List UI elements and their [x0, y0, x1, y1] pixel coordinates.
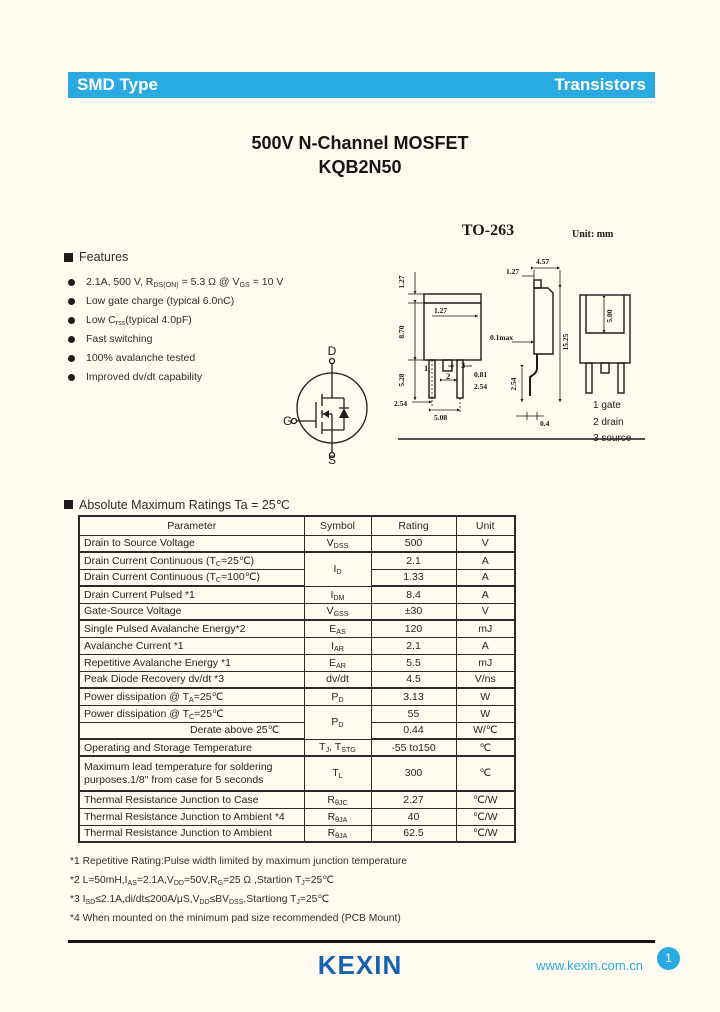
cell-parameter: Single Pulsed Avalanche Energy*2 — [79, 620, 304, 637]
cell-symbol: $I_{DM}$ — [304, 586, 371, 603]
table-row — [79, 620, 515, 637]
table-row — [79, 688, 515, 705]
cell-unit: W — [456, 705, 515, 722]
cell-unit: A — [456, 569, 515, 586]
cell-unit: V — [456, 603, 515, 620]
bullet-icon — [68, 317, 75, 324]
col-parameter: Parameter — [79, 516, 304, 535]
cell-symbol: $V_{GSS}$ — [304, 603, 371, 620]
header-right-label: Transistors — [554, 75, 646, 94]
dim-side-t2: 4.57 — [536, 257, 550, 266]
cell-rating: 300 — [371, 756, 456, 791]
front-view — [424, 294, 481, 398]
dim-side-t1: 1.27 — [506, 267, 520, 276]
cell-rating: 0.44 — [371, 722, 456, 739]
cell-parameter: Avalanche Current *1 — [79, 637, 304, 654]
table-row — [79, 586, 515, 603]
header-left-label: SMD Type — [77, 75, 158, 94]
table-row — [79, 722, 515, 739]
bullet-icon — [68, 374, 75, 381]
gate-label: G — [283, 414, 293, 428]
cell-unit: ℃ — [456, 756, 515, 791]
cell-unit: ℃/W — [456, 825, 515, 842]
feature-text: Low $C_{rss}(typical$ 4.0pF) — [86, 314, 192, 327]
side-view — [530, 280, 553, 396]
cell-unit: W/℃ — [456, 722, 515, 739]
feature-item — [64, 311, 394, 330]
cell-parameter: Thermal Resistance Junction to Case — [79, 791, 304, 808]
cell-unit: mJ — [456, 654, 515, 671]
bullet-icon — [68, 279, 75, 286]
pin-number-3: 3 — [461, 360, 466, 370]
cell-rating: 3.13 — [371, 688, 456, 705]
feature-text: Improved dv/dt capability — [86, 371, 203, 383]
dim-side-bend: 2.54 — [509, 377, 518, 391]
cell-unit: A — [456, 637, 515, 654]
pin-legend-source: 3 source — [593, 433, 632, 444]
cell-symbol: $I_D$ — [304, 552, 371, 586]
square-bullet-icon — [64, 500, 73, 509]
cell-unit: W — [456, 688, 515, 705]
cell-unit: mJ — [456, 620, 515, 637]
cell-symbol: $E_{AS}$ — [304, 620, 371, 637]
cell-parameter: Repetitive Avalanche Energy *1 — [79, 654, 304, 671]
bullet-icon — [68, 336, 75, 343]
table-row — [79, 603, 515, 620]
package-unit-label: Unit: mm — [572, 229, 614, 240]
cell-parameter: Peak Diode Recovery dv/dt *3 — [79, 671, 304, 688]
cell-parameter: Thermal Resistance Junction to Ambient — [79, 825, 304, 842]
title-line1: 500V N-Channel MOSFET — [251, 133, 469, 153]
footer-url-link[interactable]: www.kexin.com.cn — [536, 958, 643, 973]
feature-text: 2.1A, 500 V, $R_{DS(ON)} = 5.3$ Ω @ $V_{GS} = 10$ V — [86, 276, 284, 289]
mosfet-symbol — [276, 344, 388, 464]
cell-symbol: $R_{\theta JA}$ — [304, 825, 371, 842]
footnote: *3 $I_{SD}\le 2.1A,di/dt\le 200A/\mu S,V_{DD}\le BV_{DSS},Startiong$ $T_J=25℃$ — [70, 894, 329, 906]
table-row — [79, 654, 515, 671]
cell-rating: 40 — [371, 808, 456, 825]
cell-parameter: Drain Current Pulsed *1 — [79, 586, 304, 603]
cell-parameter: Power dissipation @ $T_A=25℃$ — [79, 688, 304, 705]
cell-symbol: $R_{\theta JC}$ — [304, 791, 371, 808]
header-band — [68, 72, 655, 98]
cell-unit: V — [456, 535, 515, 552]
dim-front-body: 8.70 — [397, 325, 406, 339]
footnote: *4 When mounted on the minimum pad size recommended (PCB Mount) — [70, 913, 401, 924]
package-outline-drawing — [388, 246, 660, 446]
cell-unit: ℃/W — [456, 808, 515, 825]
ratings-heading-label: Absolute Maximum Ratings Ta = 25℃ — [79, 498, 290, 512]
cell-unit: A — [456, 586, 515, 603]
pin-number-2: 2 — [446, 371, 451, 381]
dim-front-tab: 1.27 — [397, 275, 406, 289]
ratings-table — [78, 515, 516, 843]
kexin-logo: KEXIN — [317, 950, 403, 980]
cell-rating: 2.1 — [371, 637, 456, 654]
table-row — [79, 637, 515, 654]
dim-front-lead-pitch: 2.54 — [474, 382, 488, 391]
cell-unit: A — [456, 552, 515, 569]
cell-parameter: Drain Current Continuous $(T_C=25℃)$ — [79, 552, 304, 569]
dim-side-foot: 0.4 — [540, 419, 550, 428]
bullet-icon — [68, 298, 75, 305]
footer-rule — [68, 940, 655, 943]
bullet-icon — [68, 355, 75, 362]
cell-unit: ℃/W — [456, 791, 515, 808]
page-number-badge: 1 — [657, 947, 680, 970]
footnotes — [70, 852, 407, 928]
pin-number-1: 1 — [424, 363, 429, 373]
ratings-heading — [64, 497, 290, 512]
cell-parameter: Drain to Source Voltage — [79, 535, 304, 552]
table-row — [79, 756, 515, 791]
table-row — [79, 705, 515, 722]
cell-symbol: $V_{DSS}$ — [304, 535, 371, 552]
pin-legend-gate: 1 gate — [593, 400, 621, 411]
pin-legend-drain: 2 drain — [593, 417, 624, 428]
cell-symbol: $R_{\theta JA}$ — [304, 808, 371, 825]
dim-front-lead-w: 0.81 — [474, 370, 488, 379]
cell-rating: ±30 — [371, 603, 456, 620]
footnote: *2 $L=50mH,I_{AS}=2.1A,V_{DD}=50V,R_G=25$ Ω ,Startion $T_J=25℃$ — [70, 875, 334, 887]
drain-label: D — [327, 344, 337, 358]
cell-symbol: $T_L$ — [304, 756, 371, 791]
feature-item — [64, 273, 394, 292]
cell-parameter: Operating and Storage Temperature — [79, 739, 304, 756]
table-row — [79, 791, 515, 808]
dim-front-pitch-a: 2.54 — [394, 399, 408, 408]
cell-parameter: Drain Current Continuous $(T_C=100℃)$ — [79, 569, 304, 586]
footnote: *1 Repetitive Rating:Pulse width limited by maximum junction temperature — [70, 856, 408, 867]
cell-rating: 1.33 — [371, 569, 456, 586]
feature-text: 100% avalanche tested — [86, 352, 196, 364]
cell-rating: 2.27 — [371, 791, 456, 808]
channel-arrow-icon — [323, 410, 329, 418]
col-unit: Unit — [456, 516, 515, 535]
front-dim-lines — [408, 272, 478, 414]
package-name: TO-263 — [461, 222, 515, 239]
col-symbol: Symbol — [304, 516, 371, 535]
features-heading — [64, 250, 394, 264]
table-row — [79, 535, 515, 552]
features-heading-label: Features — [79, 250, 129, 264]
cell-rating: 8.4 — [371, 586, 456, 603]
cell-rating: 62.5 — [371, 825, 456, 842]
table-row — [79, 825, 515, 842]
table-row — [79, 569, 515, 586]
cell-symbol: $T_J$, $T_{STG}$ — [304, 739, 371, 756]
cell-unit: ℃ — [456, 739, 515, 756]
cell-rating: 55 — [371, 705, 456, 722]
dim-front-lead: 5.28 — [397, 373, 406, 387]
cell-symbol: $P_D$ — [304, 688, 371, 705]
dim-back-window: 5.00 — [605, 309, 614, 323]
dim-side-total: 15.25 — [561, 333, 570, 351]
cell-symbol: $I_{AR}$ — [304, 637, 371, 654]
feature-text: Fast switching — [86, 333, 153, 345]
cell-rating: 5.5 — [371, 654, 456, 671]
cell-symbol: $P_D$ — [304, 705, 371, 739]
cell-rating: 4.5 — [371, 671, 456, 688]
feature-item — [64, 292, 394, 311]
cell-rating: -55 to150 — [371, 739, 456, 756]
cell-rating: 2.1 — [371, 552, 456, 569]
cell-unit: V/ns — [456, 671, 515, 688]
dim-side-gap: 0.1max — [490, 333, 514, 342]
cell-parameter: Derate above 25℃ — [79, 722, 304, 739]
cell-parameter: Gate-Source Voltage — [79, 603, 304, 620]
page-title — [0, 131, 720, 179]
table-header-row — [79, 516, 515, 535]
dim-front-pitch-b: 5.08 — [434, 413, 448, 422]
table-row — [79, 552, 515, 569]
cell-symbol: $E_{AR}$ — [304, 654, 371, 671]
square-bullet-icon — [64, 253, 73, 262]
dim-front-inner: 1.27 — [434, 306, 448, 315]
cell-parameter: Thermal Resistance Junction to Ambient *4 — [79, 808, 304, 825]
table-row — [79, 671, 515, 688]
source-label: S — [327, 453, 337, 464]
title-line2-part-number: KQB2N50 — [318, 157, 402, 177]
cell-parameter: Maximum lead temperature for soldering purposes.1/8" from case for 5 seconds — [79, 756, 304, 791]
feature-text: Low gate charge (typical 6.0nC) — [86, 295, 235, 307]
body-diode-icon — [339, 408, 349, 418]
cell-rating: 500 — [371, 535, 456, 552]
cell-symbol: dv/dt — [304, 671, 371, 688]
table-row — [79, 808, 515, 825]
cell-rating: 120 — [371, 620, 456, 637]
table-row — [79, 739, 515, 756]
col-rating: Rating — [371, 516, 456, 535]
cell-parameter: Power dissipation @ $T_C=25℃$ — [79, 705, 304, 722]
